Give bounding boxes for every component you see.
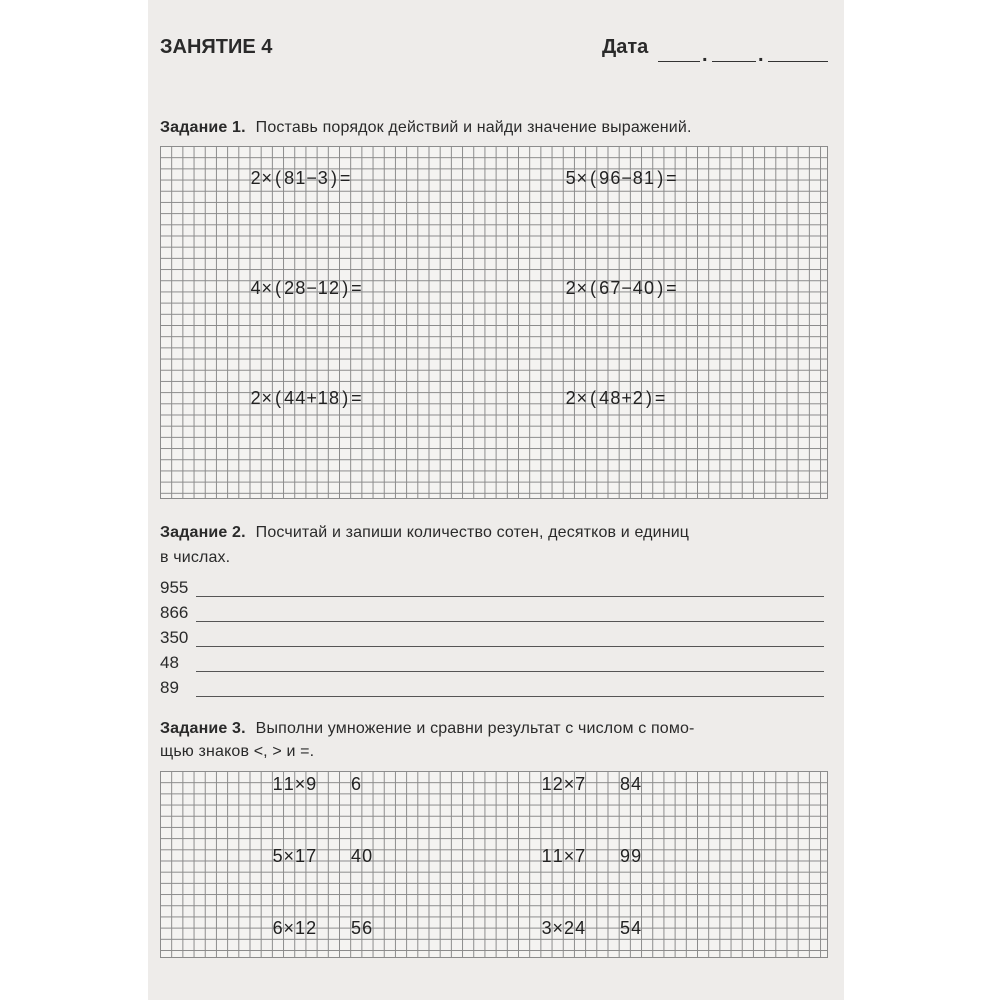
- task2-instruction: [160, 524, 689, 542]
- expression-char: 7: [575, 774, 586, 794]
- expression-char: 4: [250, 278, 261, 298]
- expression-char: =: [351, 388, 362, 408]
- expression-char: −: [621, 168, 632, 188]
- expression-char: ): [342, 388, 349, 408]
- expression-char: [608, 917, 619, 939]
- expression-char: 2: [306, 918, 317, 938]
- expression-char: 8: [295, 278, 306, 298]
- task1-label: Задание 1.: [160, 119, 246, 136]
- answer-line[interactable]: [196, 621, 824, 622]
- expression-char: [317, 845, 328, 867]
- expression-char: (: [274, 278, 281, 298]
- task2-label: Задание 2.: [160, 524, 246, 541]
- expression-char: ×: [576, 388, 588, 408]
- expression-char: 8: [284, 168, 295, 188]
- expression-char: 4: [631, 918, 642, 938]
- expression-char: 2: [632, 388, 643, 408]
- expression-char: 1: [552, 846, 563, 866]
- expression-char: =: [666, 278, 677, 298]
- date-year-blank[interactable]: [768, 61, 828, 62]
- expression-char: 8: [619, 774, 630, 794]
- expression-char: 5: [350, 918, 361, 938]
- expression-char: [328, 845, 339, 867]
- expression-char: (: [274, 168, 281, 188]
- expression-char: ): [657, 278, 664, 298]
- number-label: 955: [160, 578, 189, 597]
- expression-char: ): [330, 168, 337, 188]
- expression-char: 7: [306, 846, 317, 866]
- expression-char: 2: [250, 168, 261, 188]
- expression-char: 2: [552, 774, 563, 794]
- expression-char: 2: [284, 278, 295, 298]
- expression-char: (: [589, 168, 596, 188]
- expression-char: 9: [599, 168, 610, 188]
- task3-text-line1: Выполни умножение и сравни результат с числом с помо-: [255, 720, 695, 737]
- expression-char: [597, 773, 608, 795]
- task1-instruction: [160, 119, 692, 137]
- expression-char: 4: [599, 388, 610, 408]
- expression-char: [328, 917, 339, 939]
- expression-char: ×: [563, 846, 575, 866]
- expression-char: [586, 773, 597, 795]
- task1-text: Поставь порядок действий и найди значение выражений.: [255, 119, 692, 136]
- expression-char: 6: [350, 774, 361, 794]
- task2-text-line1: Посчитай и запиши количество сотен, десятков и единиц: [255, 524, 690, 541]
- expression-char: [328, 773, 339, 795]
- expression-char: ×: [576, 278, 588, 298]
- expression-char: =: [666, 168, 677, 188]
- date-month-blank[interactable]: [712, 61, 756, 62]
- expression-char: 4: [284, 388, 295, 408]
- expression-char: −: [306, 278, 317, 298]
- expression-char: [608, 773, 619, 795]
- expression-char: (: [589, 388, 596, 408]
- number-label: 866: [160, 603, 189, 622]
- expression-char: 8: [610, 388, 621, 408]
- expression-char: 2: [563, 918, 574, 938]
- date-separator: .: [702, 44, 708, 66]
- expression-char: 1: [317, 278, 328, 298]
- expression-char: [597, 917, 608, 939]
- expression-char: ): [342, 278, 349, 298]
- expression-char: ×: [261, 168, 273, 188]
- expression-char: 9: [306, 774, 317, 794]
- task3-grid[interactable]: [160, 771, 828, 958]
- expression-char: [586, 845, 597, 867]
- answer-line[interactable]: [196, 671, 824, 672]
- expression-char: 0: [362, 846, 373, 866]
- expression-char: ×: [552, 918, 564, 938]
- answer-line[interactable]: [196, 696, 824, 697]
- number-label: 89: [160, 678, 179, 697]
- number-label: 350: [160, 628, 189, 647]
- task3-instruction: [160, 720, 695, 738]
- expression-char: (: [589, 278, 596, 298]
- expression-char: 1: [295, 168, 306, 188]
- expression-char: [339, 917, 350, 939]
- expression-char: 8: [328, 388, 339, 408]
- expression-char: +: [621, 388, 632, 408]
- lesson-title: ЗАНЯТИЕ 4: [160, 36, 273, 58]
- expression-char: 9: [631, 846, 642, 866]
- expression-char: [317, 773, 328, 795]
- expression-char: ×: [261, 388, 273, 408]
- expression-char: =: [351, 278, 362, 298]
- expression-char: 7: [575, 846, 586, 866]
- expression-char: 8: [632, 168, 643, 188]
- expression-char: 1: [643, 168, 654, 188]
- expression-char: 2: [565, 278, 576, 298]
- expression-char: 6: [599, 278, 610, 298]
- expression-char: 1: [272, 774, 283, 794]
- expression-char: 5: [565, 168, 576, 188]
- expression-char: ): [645, 388, 652, 408]
- date-label: Дата: [602, 36, 649, 58]
- expression-char: −: [306, 168, 317, 188]
- expression-char: 0: [643, 278, 654, 298]
- expression-char: −: [621, 278, 632, 298]
- expression-char: [597, 845, 608, 867]
- expression-char: ×: [563, 774, 575, 794]
- date-day-blank[interactable]: [658, 61, 700, 62]
- expression-char: 6: [610, 168, 621, 188]
- expression-char: 2: [328, 278, 339, 298]
- expression-char: 4: [632, 278, 643, 298]
- expression-char: 1: [541, 846, 552, 866]
- expression-char: ×: [576, 168, 588, 188]
- expression-char: 6: [272, 918, 283, 938]
- expression-char: (: [274, 388, 281, 408]
- expression-char: [608, 845, 619, 867]
- expression-char: +: [306, 388, 317, 408]
- task1-grid[interactable]: [160, 146, 828, 499]
- expression-char: ×: [283, 918, 295, 938]
- expression-char: 3: [541, 918, 552, 938]
- expression-char: ×: [294, 774, 306, 794]
- expression-char: 7: [610, 278, 621, 298]
- expression-char: 3: [317, 168, 328, 188]
- expression-char: 6: [362, 918, 373, 938]
- expression-char: ×: [283, 846, 295, 866]
- expression-char: 2: [250, 388, 261, 408]
- expression-char: [317, 917, 328, 939]
- task3-text-line2: щью знаков <, > и =.: [160, 743, 315, 760]
- expression-char: 2: [565, 388, 576, 408]
- task2-text-line2: в числах.: [160, 549, 231, 566]
- expression-char: 5: [272, 846, 283, 866]
- expression-char: =: [654, 388, 666, 408]
- expression-char: 9: [619, 846, 630, 866]
- expression-char: 1: [541, 774, 552, 794]
- expression-char: 1: [294, 918, 305, 938]
- expression-char: 5: [619, 918, 630, 938]
- expression-char: 1: [283, 774, 294, 794]
- expression-char: 4: [350, 846, 361, 866]
- answer-line[interactable]: [196, 596, 824, 597]
- number-label: 48: [160, 653, 179, 672]
- expression-char: =: [339, 168, 351, 188]
- task3-label: Задание 3.: [160, 720, 246, 737]
- expression-char: 1: [294, 846, 305, 866]
- expression-char: 1: [317, 388, 328, 408]
- date-separator: .: [758, 44, 764, 66]
- expression-char: 4: [575, 918, 586, 938]
- expression-char: 4: [295, 388, 306, 408]
- expression-char: ×: [261, 278, 273, 298]
- expression-char: [586, 917, 597, 939]
- expression-char: [339, 845, 350, 867]
- expression-char: [339, 773, 350, 795]
- expression-char: ): [657, 168, 664, 188]
- expression-char: 4: [631, 774, 642, 794]
- answer-line[interactable]: [196, 646, 824, 647]
